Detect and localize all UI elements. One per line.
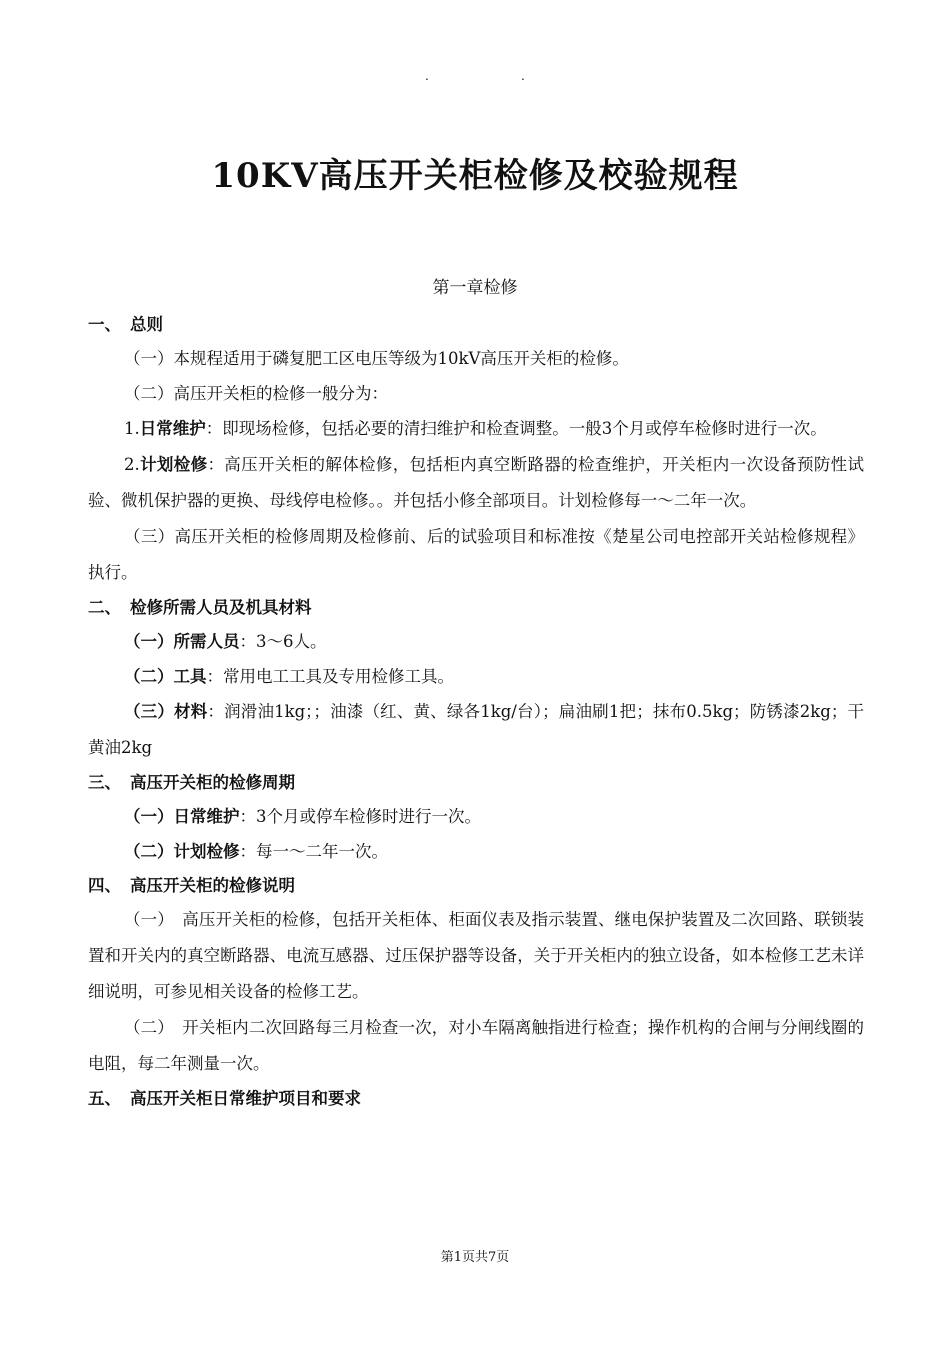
section-heading: 一、 总则	[88, 315, 163, 334]
paragraph: 1.日常维护：即现场检修，包括必要的清扫维护和检查调整。一般3个月或停车检修时进行一次。	[124, 419, 827, 438]
paragraph: （二）计划检修：每一～二年一次。	[124, 842, 388, 861]
paragraph: （一）所需人员：3～6人。	[124, 632, 327, 651]
paragraph: （二） 开关柜内二次回路每三月检查一次，对小车隔离触指进行检查；操作机构的合闸与分闸线圈的电阻，每二年测量一次。	[88, 1018, 864, 1073]
paragraph: （一）本规程适用于磷复肥工区电压等级为10kV高压开关柜的检修。	[124, 349, 629, 368]
paragraph: （三）材料：润滑油1kg；；油漆（红、黄、绿各1kg/台）；扁油刷1把；抹布0.5kg；防锈漆2kg；干黄油2kg	[88, 702, 864, 757]
section-heading: 四、 高压开关柜的检修说明	[88, 876, 295, 895]
document-body	[88, 308, 864, 1115]
section-heading: 五、 高压开关柜日常维护项目和要求	[88, 1089, 361, 1108]
header-mark: .	[425, 69, 429, 83]
header-marks	[0, 66, 950, 86]
paragraph: （一）日常维护：3个月或停车检修时进行一次。	[124, 807, 481, 826]
chapter-heading: 第一章检修	[432, 278, 518, 298]
paragraph: （二）工具：常用电工工具及专用检修工具。	[124, 667, 454, 686]
section-heading: 二、 检修所需人员及机具材料	[88, 598, 312, 617]
paragraph: （三）高压开关柜的检修周期及检修前、后的试验项目和标准按《楚星公司电控部开关站检修规程》执行。	[88, 527, 864, 582]
paragraph: （二）高压开关柜的检修一般分为：	[124, 384, 388, 403]
paragraph: 2.计划检修：高压开关柜的解体检修，包括柜内真空断路器的检查维护，开关柜内一次设备预防性试验、微机保护器的更换、母线停电检修。。并包括小修全部项目。计划检修每一～二年一次。	[88, 455, 865, 510]
header-mark: .	[521, 69, 525, 83]
document-title: 10KV高压开关柜检修及校验规程	[211, 156, 739, 196]
paragraph: （一） 高压开关柜的检修，包括开关柜体、柜面仪表及指示装置、继电保护装置及二次回路、联锁装置和开关内的真空断路器、电流互感器、过压保护器等设备，关于开关柜内的独立设备，如本检修工艺未详细说明，可参见相关设备的检修工艺。	[88, 910, 864, 1001]
page-footer: 第1页共7页	[440, 1250, 510, 1265]
section-heading: 三、 高压开关柜的检修周期	[88, 773, 295, 792]
